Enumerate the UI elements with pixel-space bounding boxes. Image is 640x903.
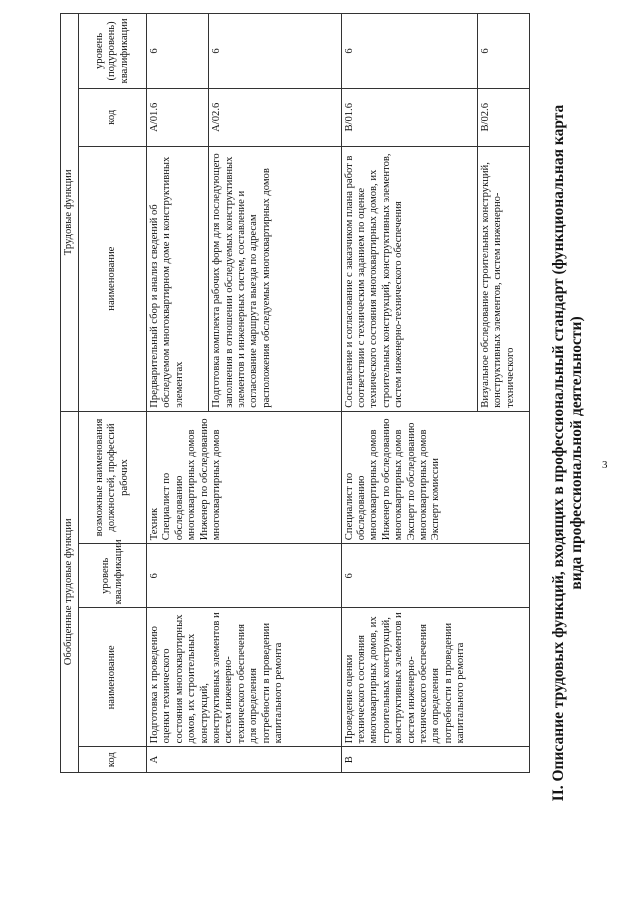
tf-b2-code: B/02.6 [477, 88, 529, 146]
header-level: уровень квалификации [79, 544, 147, 608]
row-b-code: B [341, 747, 530, 773]
tf-a1-code: A/01.6 [147, 88, 209, 146]
row-a-level: 6 [147, 544, 342, 608]
header-tf-name: наименование [79, 146, 147, 411]
header-name: наименование [79, 608, 147, 747]
tf-a2-name: Подготовка комплекта рабочих форм для последующего заполнения в отношении обследуемых конструктивных элементов и инженерных систем, составление и согласование маршрута выезда по адресам расположения обследуемых многоквартирных домов [209, 146, 341, 411]
tf-a2-code: A/02.6 [209, 88, 341, 146]
header-tf-code: код [79, 88, 147, 146]
tf-a1-name: Предварительный сбор и анализ сведений об обследуемом многоквартирном доме и конструктивных элементах [147, 146, 209, 411]
tf-b1-code: B/01.6 [341, 88, 477, 146]
page-number: 3 [602, 459, 608, 471]
section-title: II. Описание трудовых функций, входящих в профессиональный стандарт (функциональная карта вида профессиональной деятельности) [550, 104, 585, 802]
gtf-group-header: Обобщенные трудовые функции [61, 411, 79, 772]
tf-b1-level: 6 [341, 14, 477, 89]
row-b-name: Проведение оценки технического состояния многоквартирных домов, их строительных конструкций, конструктивных элементов и систем инженерно-технического обеспечения для определения потребности в проведении капитального ремонта [341, 608, 530, 747]
tf-b2-level: 6 [477, 14, 529, 89]
tf-group-header: Трудовые функции [61, 14, 79, 412]
row-a-positions: Техник Специалист по обследованию многоквартирных домов Инженер по обследованию многоквартирных домов [147, 411, 342, 544]
row-b-positions: Специалист по обследованию многоквартирных домов Инженер по обследованию многоквартирных домов Эксперт по обследованию многоквартирных домов Эксперт комиссии [341, 411, 530, 544]
tf-b2-name: Визуальное обследование строительных конструкций, конструктивных элементов, систем инженерно-технического [477, 146, 529, 411]
row-a-code: A [147, 747, 342, 773]
header-positions: возможные наименования должностей, профессий рабочих [79, 411, 147, 544]
header-tf-level: уровень (подуровень) квалификации [79, 14, 147, 89]
header-code: код [79, 747, 147, 773]
tf-a2-level: 6 [209, 14, 341, 89]
tf-a1-level: 6 [147, 14, 209, 89]
tf-b1-name: Составление и согласование с заказчиком плана работ в соответствии с техническим заданием по оценке технического состояния многоквартирных домов, их строительных конструкций, конструктивных элементов, систем инженерно-технического обеспечения [341, 146, 477, 411]
functional-map-table [60, 13, 530, 773]
row-b-level: 6 [341, 544, 530, 608]
row-a-name: Подготовка к проведению оценки технического состояния многоквартирных домов, их строительных конструкций, конструктивных элементов и систем инженерно-технического обеспечения для определения потребности в проведении капитального ремонта [147, 608, 342, 747]
